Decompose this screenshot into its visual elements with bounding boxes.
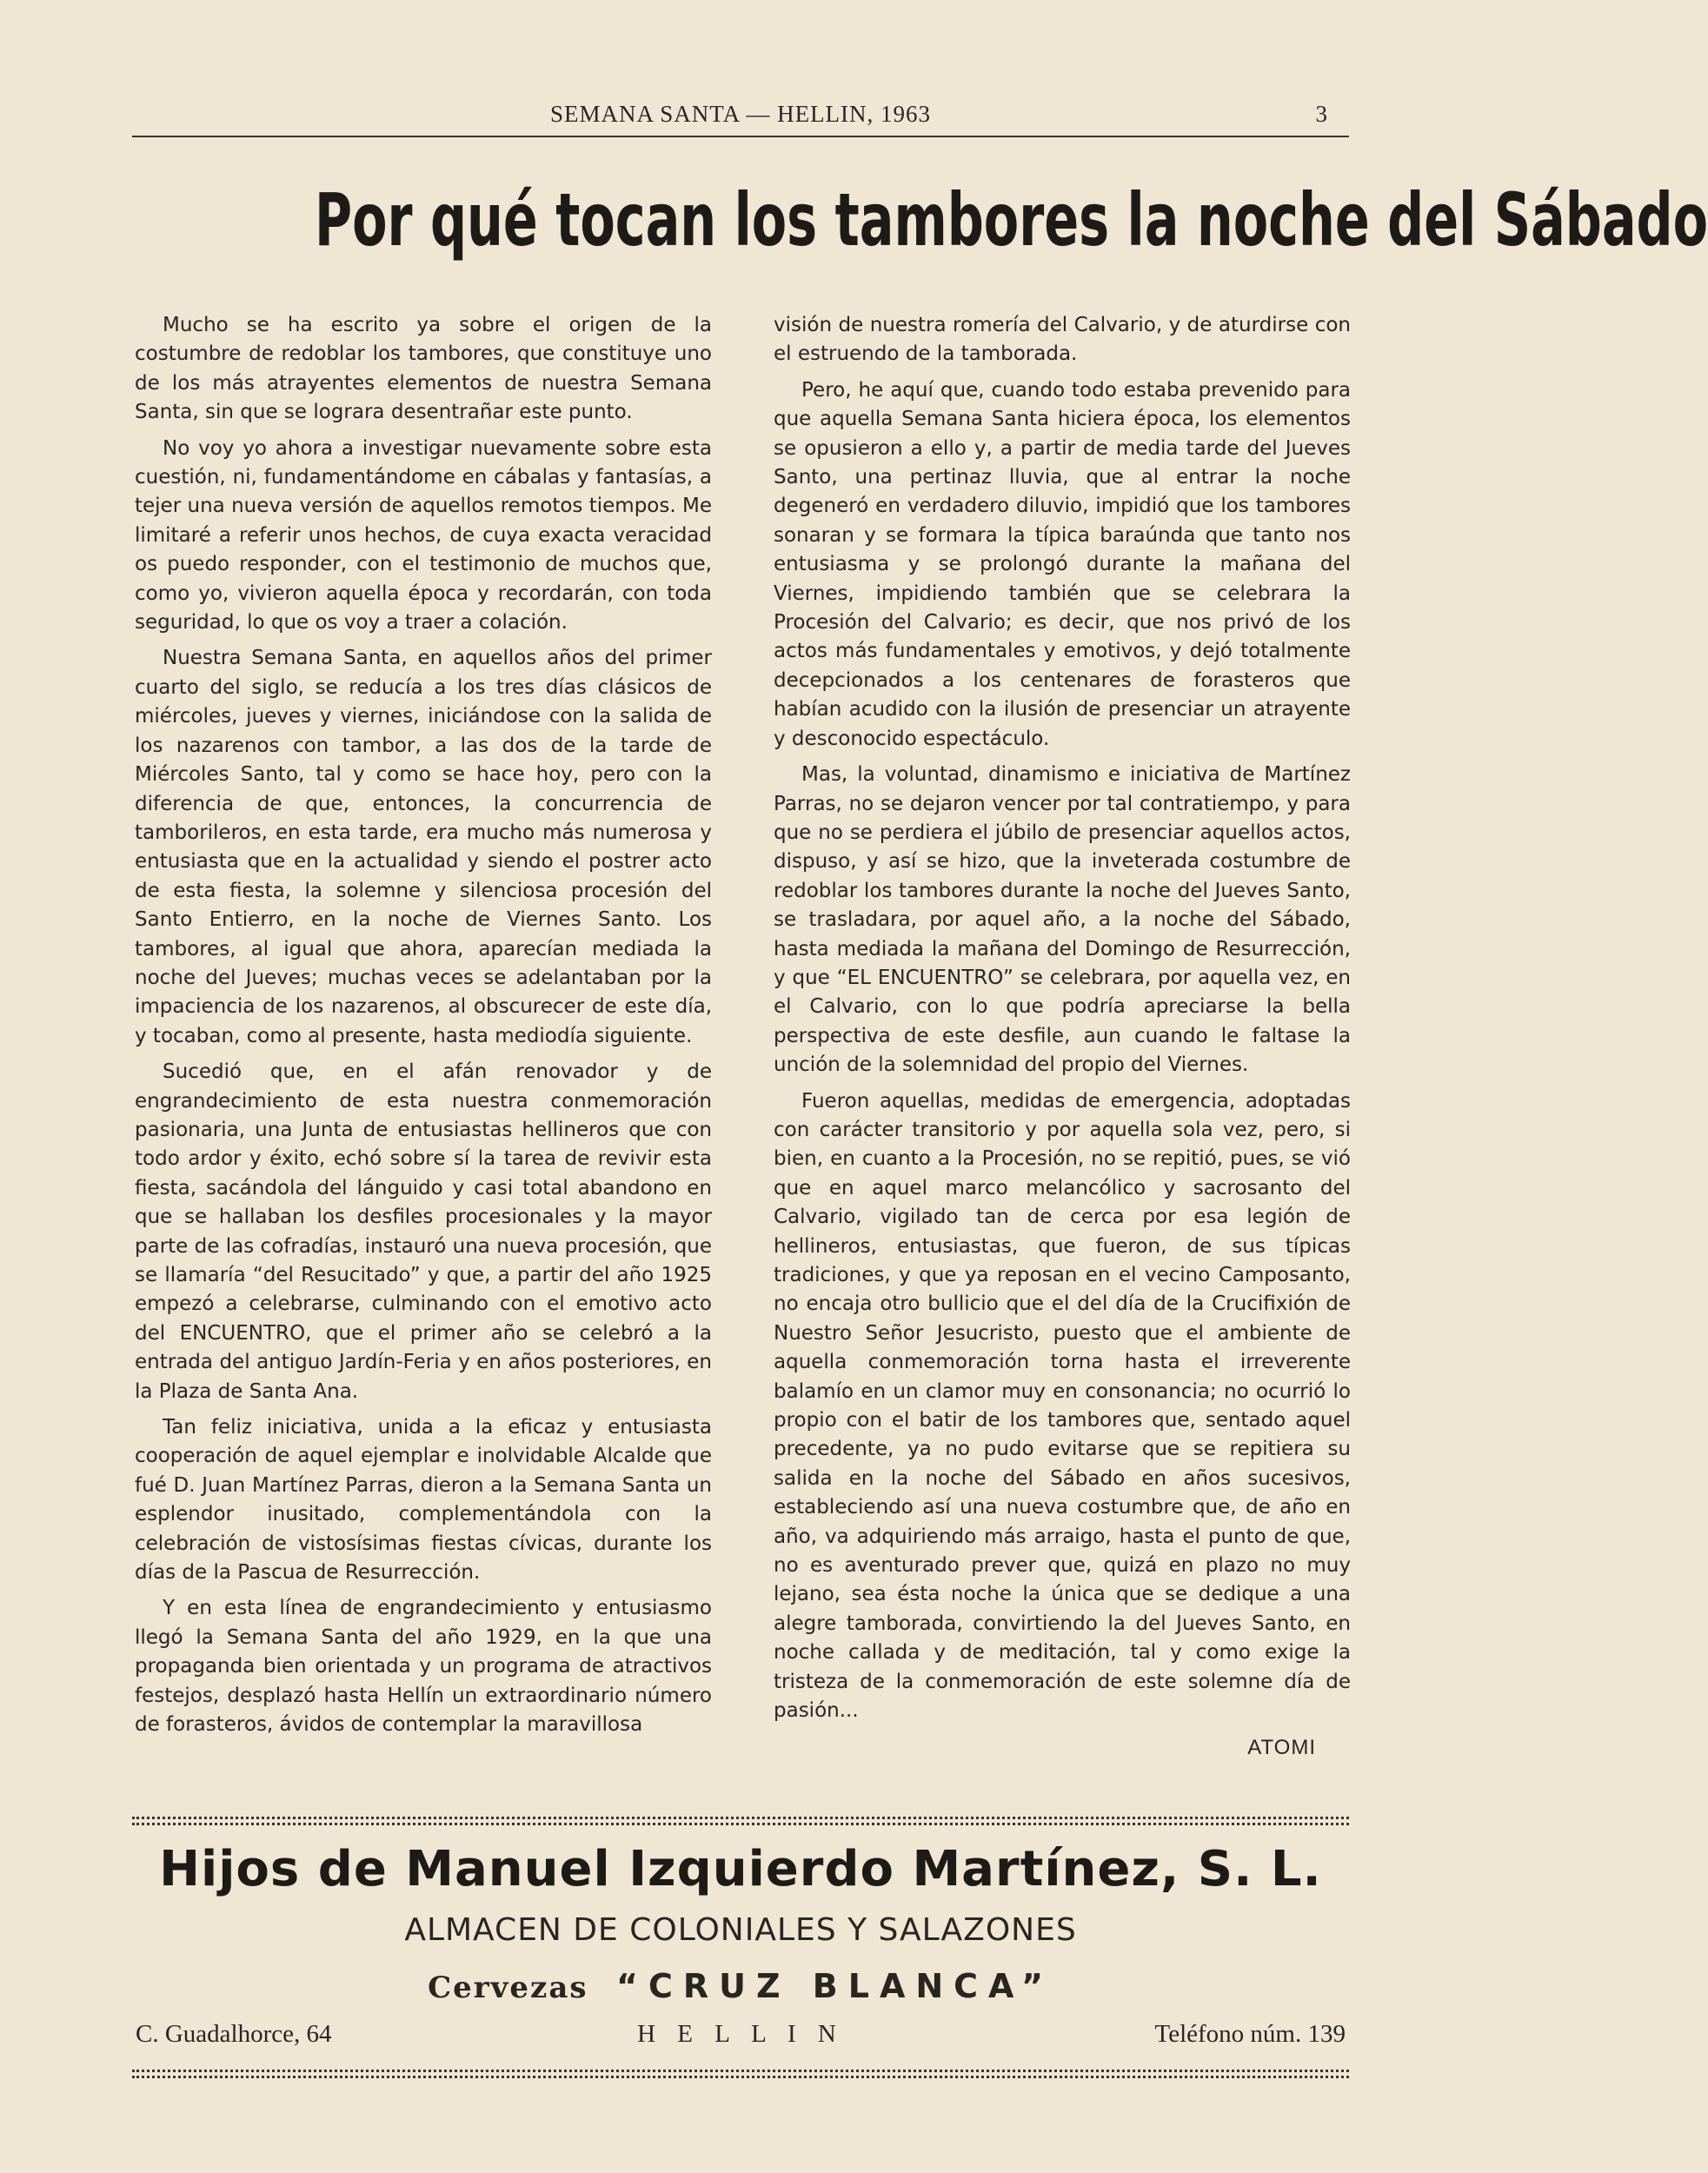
paragraph: No voy yo ahora a investigar nuevamente sobre esta cuestión, ni, fundamentándome en cábalas y fantasías, a tejer una nueva versión de aquellos remotos tiempos. Me limitaré a referir unos hechos, de cuya exacta veracidad os puedo responder, con el testimonio de muchos que, como yo, vivieron aquella época y recordarán, con toda seguridad, lo que os voy a traer a colación.: [135, 436, 712, 635]
paragraph: visión de nuestra romería del Calvario, y de aturdirse con el estruendo de la tamborada.: [774, 314, 1351, 366]
advert-phone: Teléfono núm. 139: [1154, 2020, 1346, 2048]
paragraph: Nuestra Semana Santa, en aquellos años del primer cuarto del siglo, se reducía a los tres días clásicos de miércoles, jueves y viernes, iniciándose con la salida de los nazarenos con tambor, a las dos de la tarde de Miércoles Santo, tal y como se hace hoy, pero con la diferencia de que, entonces, la concurrencia de tamborileros, en esta tarde, era mucho más numerosa y entusiasta que en la actualidad y siendo el postrer acto de esta fiesta, la solemne y silenciosa procesión del Santo Entierro, en la noche de Viernes Santo. Los tambores, al igual que ahora, aparecían mediada la noche del Jueves; muchas veces se adelantaban por la impaciencia de los nazarenos, al obscurecer de este día, y tocaban, como al presente, hasta mediodía siguiente.: [135, 647, 712, 1047]
paragraph: Y en esta línea de engrandecimiento y entusiasmo llegó la Semana Santa del año 1929, en la que una propaganda bien orientada y un programa de atractivos festejos, desplazó hasta Hellín un extraordinario número de forasteros, ávidos de contemplar la maravillosa: [135, 1597, 712, 1737]
running-title: SEMANA SANTA — HELLIN, 1963: [549, 101, 932, 127]
advert-beer-line: [132, 1967, 1349, 2005]
advert-company-name: Hijos de Manuel Izquierdo Martínez, S. L.: [159, 1841, 1322, 1897]
paragraph: Mucho se ha escrito ya sobre el origen de la costumbre de redoblar los tambores, que constituye uno de los más atrayentes elementos de nuestra Semana Santa, sin que se lograra desentrañar este punto.: [135, 314, 712, 424]
advert-city: H E L L I N: [637, 2020, 844, 2048]
running-header: [132, 97, 1349, 137]
paragraph: Pero, he aquí que, cuando todo estaba prevenido para que aquella Semana Santa hiciera época, los elementos se opusieron a ello y, a partir de media tarde del Jueves Santo, una pertinaz lluvia, que al entrar la noche degeneró en verdadero diluvio, impidió que los tambores sonaran y se formara la típica baraúnda que tanto nos entusiasma y se prolongó durante la mañana del Viernes, impidiendo también que se celebrara la Procesión del Calvario; es decir, que nos privó de los actos más fundamentales y emotivos, y dejó totalmente decepcionados a los centenares de forasteros que habían acudido con la ilusión de presenciar un atrayente y desconocido espectáculo.: [774, 378, 1351, 750]
author-signature: ATOMI: [1247, 1735, 1316, 1759]
advert-business-line: ALMACEN DE COLONIALES Y SALAZONES: [404, 1912, 1077, 1948]
dotted-divider: [132, 1823, 1349, 1825]
dotted-divider: [132, 2076, 1349, 2078]
article-column-left: [135, 311, 712, 1747]
article-title: Por qué tocan los tambores la noche del Sábado: [315, 177, 1708, 262]
advert-address: C. Guadalhorce, 64: [136, 2020, 332, 2048]
paragraph: Tan feliz iniciativa, unida a la eficaz y entusiasta cooperación de aquel ejemplar e inolvidable Alcalde que fué D. Juan Martínez Parras, dieron a la Semana Santa un esplendor inusitado, complementándola con la celebración de vistosísimas fiestas cívicas, durante los días de la Pascua de Resurrección.: [135, 1416, 712, 1585]
advert-beer-word: Cervezas: [428, 1970, 588, 2005]
dotted-divider: [132, 1817, 1349, 1819]
advert-footer: [132, 2020, 1349, 2055]
paragraph: Sucedió que, en el afán renovador y de engrandecimiento de esta nuestra conmemoración pasionaria, una Junta de entusiastas hellineros que con todo ardor y éxito, echó sobre sí la tarea de revivir esta fiesta, sacándola del lánguido y casi total abandono en que se hallaban los desfiles procesionales y la mayor parte de las cofradías, instauró una nueva procesión, que se llamaría “del Resucitado” y que, a partir del año 1925 empezó a celebrarse, culminando con el emotivo acto del ENCUENTRO, que el primer año se celebró a la entrada del antiguo Jardín-Feria y en años posteriores, en la Plaza de Santa Ana.: [135, 1060, 712, 1403]
paragraph: Fueron aquellas, medidas de emergencia, adoptadas con carácter transitorio y por aquella sola vez, pero, si bien, en cuanto a la Procesión, no se repitió, pues, se vió que en aquel marco melancólico y sacrosanto del Calvario, vigilado tan de cerca por esa legión de hellineros, entusiastas, que fueron, de sus típicas tradiciones, y que ya reposan en el vecino Camposanto, no encaja otro bullicio que el del día de la Crucifixión de Nuestro Señor Jesucristo, puesto que el ambiente de aquella conmemoración torna hasta el irreverente balamío en un clamor muy en consonancia; no ocurrió lo propio con el batir de los tambores que, sentado aquel precedente, ya no pudo evitarse que se repitiera su salida en la noche del Sábado en años sucesivos, estableciendo así una nueva costumbre que, de año en año, va adquiriendo más arraigo, hasta el punto de que, no es aventurado prever que, quizá en plazo no muy lejano, sea ésta noche la única que se dedique a una alegre tamborada, convirtiendo la del Jueves Santo, en noche callada y de meditación, tal y como exige la tristeza de la conmemoración de este solemne día de pasión...: [774, 1089, 1351, 1723]
page-number: 3: [1315, 101, 1328, 127]
advert-beer-brand: “CRUZ BLANCA”: [616, 1967, 1053, 2005]
article-column-right: [774, 311, 1351, 1762]
paragraph: Mas, la voluntad, dinamismo e iniciativa de Martínez Parras, no se dejaron vencer por tal contratiempo, y para que no se perdiera el júbilo de presenciar aquellos actos, dispuso, y así se hizo, que la inveterada costumbre de redoblar los tambores durante la noche del Jueves Santo, se trasladara, por aquel año, a la noche del Sábado, hasta mediada la mañana del Domingo de Resurrección, y que “EL ENCUENTRO” se celebrara, por aquella vez, en el Calvario, con lo que podría apreciarse la bella perspectiva de este desfile, aun cuando le faltase la unción de la solemnidad del propio del Viernes.: [774, 763, 1351, 1077]
dotted-divider: [132, 2070, 1349, 2072]
